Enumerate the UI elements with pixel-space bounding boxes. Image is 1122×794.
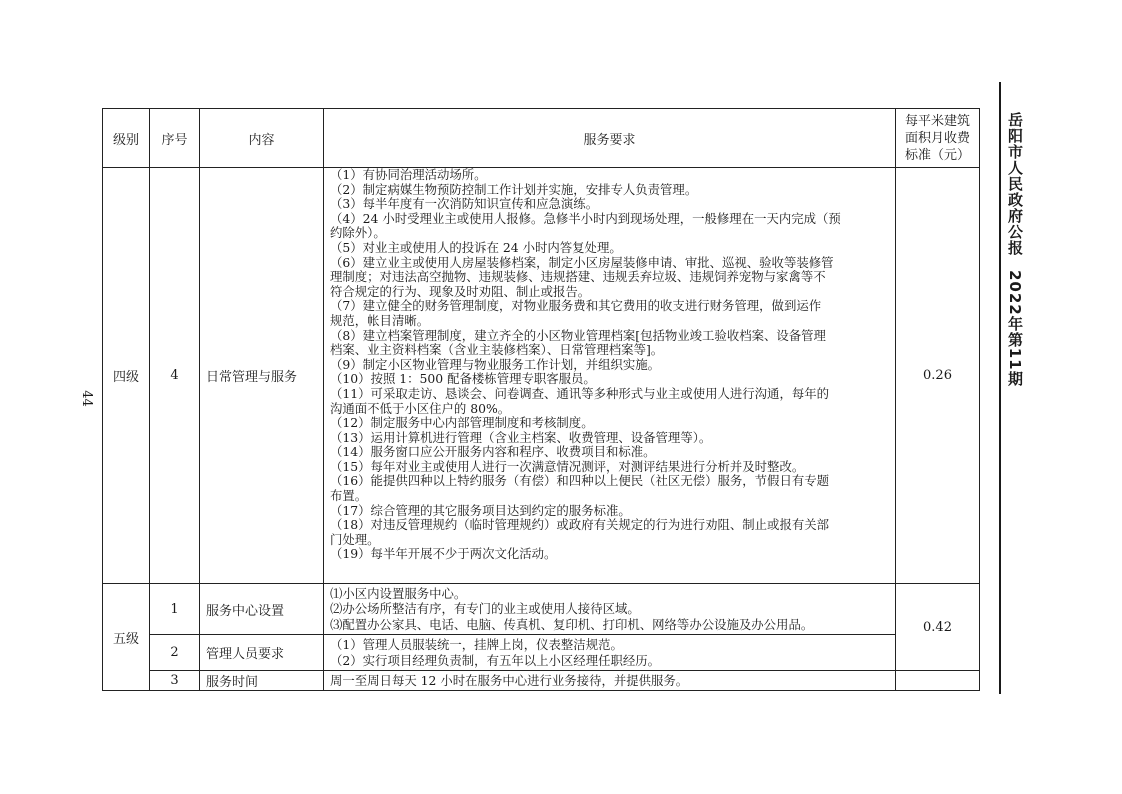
rate-cell: 0.42 — [896, 584, 980, 671]
level-cell: 四级 — [103, 168, 150, 584]
journal-header — [1004, 112, 1026, 387]
requirement-line: ⑶配置办公家具、电话、电脑、传真机、复印机、打印机、网络等办公设施及办公用品。 — [330, 616, 814, 632]
requirement-line: 档案、业主资料档案（含业主装修档案）、日常管理档案等]。 — [330, 342, 664, 358]
requirements-cell — [324, 584, 896, 635]
header-row — [103, 109, 980, 168]
content-cell: 服务中心设置 — [200, 584, 324, 635]
requirement-line: （3）每半年度有一次消防知识宣传和应急演练。 — [330, 196, 599, 212]
requirement-line: （4）24 小时受理业主或使用人报修。急修半小时内到现场处理，一般修理在一天内完成（预 — [330, 210, 841, 226]
requirement-line: 布置。 — [330, 488, 368, 504]
content-cell: 日常管理与服务 — [200, 168, 324, 584]
header-requirements: 服务要求 — [324, 109, 896, 168]
requirement-line: （13）运用计算机进行管理（含业主档案、收费管理、设备管理等）。 — [330, 429, 712, 445]
requirement-line: （15）每年对业主或使用人进行一次满意情况测评，对测评结果进行分析并及时整改。 — [330, 458, 805, 474]
header-rate-line: 标准（元） — [904, 147, 970, 163]
rate-cell-empty — [896, 671, 980, 691]
requirement-line: （12）制定服务中心内部管理制度和考核制度。 — [330, 415, 594, 431]
requirement-line: （16）能提供四种以上特约服务（有偿）和四种以上便民（社区无偿）服务，节假日有专题 — [330, 473, 830, 489]
requirement-line: （2）实行项目经理负责制，有五年以上小区经理任职经历。 — [330, 652, 661, 668]
page-number: 44 — [78, 390, 94, 407]
table-row-level5-item3 — [103, 671, 980, 691]
requirement-line: （7）建立健全的财务管理制度，对物业服务费和其它费用的收支进行财务管理，做到运作 — [330, 298, 822, 314]
header-rate-line: 每平米建筑 — [904, 113, 970, 129]
table-row-level5-item2 — [103, 635, 980, 671]
seq-cell: 2 — [150, 635, 200, 671]
header-seq: 序号 — [150, 109, 200, 168]
requirement-line: 约除外）。 — [330, 225, 386, 241]
level-cell: 五级 — [103, 584, 150, 691]
requirements-cell — [324, 635, 896, 671]
requirement-line: 门处理。 — [330, 531, 380, 547]
requirement-line: ⑴小区内设置服务中心。 — [330, 585, 467, 601]
header-rate — [896, 109, 980, 168]
seq-cell: 3 — [150, 671, 200, 691]
requirement-line: ⑵办公场所整洁有序，有专门的业主或使用人接待区域。 — [330, 601, 640, 617]
content-cell: 管理人员要求 — [200, 635, 324, 671]
requirement-line: （2）制定病媒生物预防控制工作计划并实施，安排专人负责管理。 — [330, 181, 698, 197]
requirement-line: 符合规定的行为、现象及时劝阻、制止或报告。 — [330, 283, 591, 299]
requirement-line: （9）制定小区物业管理与物业服务工作计划，并组织实施。 — [330, 356, 661, 372]
requirement-line: （18）对违反管理规约（临时管理规约）或政府有关规定的行为进行劝阻、制止或报有关部 — [330, 517, 830, 533]
requirement-line: 周一至周日每天 12 小时在服务中心进行业务接待，并提供服务。 — [330, 672, 689, 688]
rate-cell: 0.26 — [896, 168, 980, 584]
seq-cell: 1 — [150, 584, 200, 635]
requirement-line: （6）建立业主或使用人房屋装修档案，制定小区房屋装修申请、审批、巡视、验收等装修管 — [330, 254, 834, 270]
header-level: 级别 — [103, 109, 150, 168]
header-content: 内容 — [200, 109, 324, 168]
requirement-line: （14）服务窗口应公开服务内容和程序、收费项目和标准。 — [330, 444, 656, 460]
requirement-line: （10）按照 1：500 配备楼栋管理专职客服员。 — [330, 371, 596, 387]
seq-cell: 4 — [150, 168, 200, 584]
side-rule — [999, 82, 1001, 694]
service-standard-table — [102, 108, 980, 691]
requirement-line: （1）管理人员服装统一，挂牌上岗，仪表整洁规范。 — [330, 637, 623, 652]
requirement-line: （1）有协同治理活动场所。 — [330, 167, 487, 182]
journal-title: 岳阳市人民政府公报 — [1006, 112, 1024, 256]
requirements-cell — [324, 671, 896, 691]
requirement-line: （17）综合管理的其它服务项目达到约定的服务标准。 — [330, 502, 631, 518]
requirement-line: （19）每半年开展不少于两次文化活动。 — [330, 546, 557, 562]
requirement-line: （8）建立档案管理制度，建立齐全的小区物业管理档案[包括物业竣工验收档案、设备管理 — [330, 327, 826, 343]
requirements-cell — [324, 168, 896, 584]
table-row-level4 — [103, 168, 980, 584]
journal-issue: 2022年第11期 — [1006, 270, 1024, 387]
requirement-line: 沟通面不低于小区住户的 80%。 — [330, 400, 511, 416]
requirement-line: 规范，帐目清晰。 — [330, 312, 430, 328]
table-row-level5-item1 — [103, 584, 980, 635]
requirement-line: （11）可采取走访、恳谈会、问卷调查、通讯等多种形式与业主或使用人进行沟通，每年的 — [330, 385, 830, 401]
content-cell: 服务时间 — [200, 671, 324, 691]
requirement-line: （5）对业主或使用人的投诉在 24 小时内答复处理。 — [330, 239, 622, 255]
requirement-line: 理制度；对违法高空抛物、违规装修、违规搭建、违规丢弃垃圾、违规饲养宠物与家禽等不 — [330, 269, 826, 285]
header-rate-line: 面积月收费 — [904, 130, 970, 146]
